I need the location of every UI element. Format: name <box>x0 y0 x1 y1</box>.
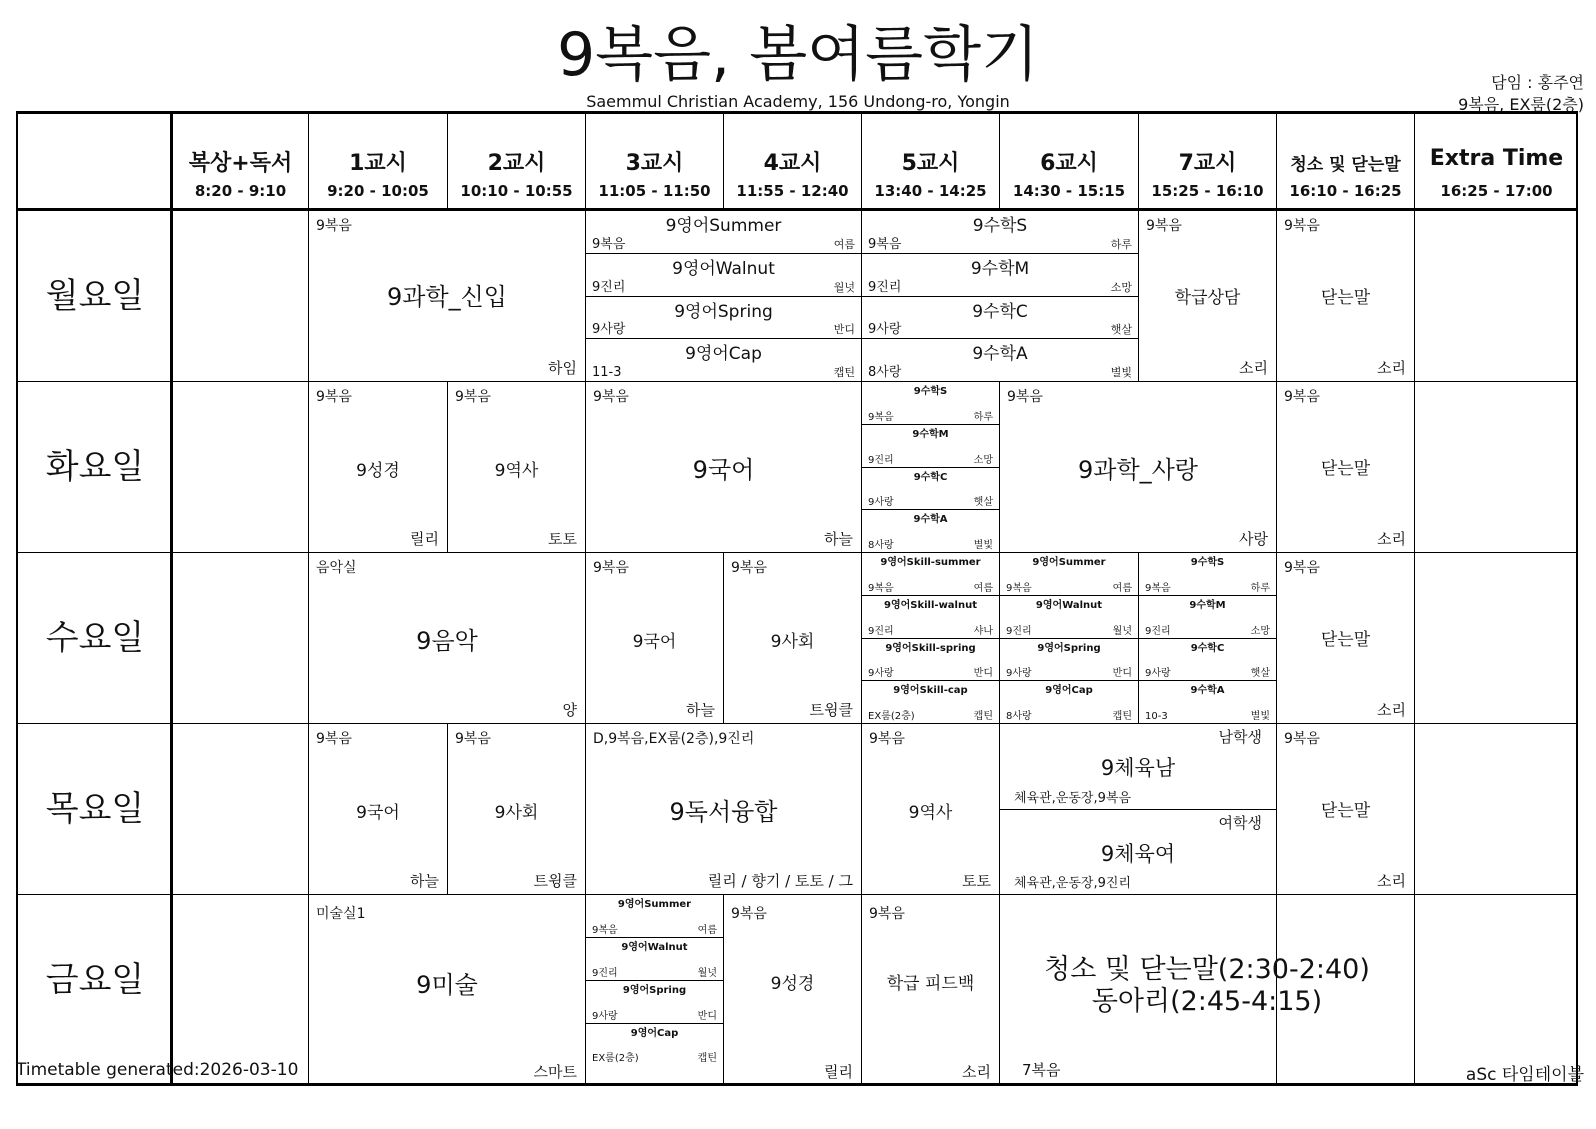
class-group: 9진리 <box>868 280 902 295</box>
subject-name: 닫는말 <box>1320 288 1371 308</box>
period-header <box>1000 114 1138 208</box>
subject-name: 9수학A <box>913 514 948 525</box>
teacher-name: 소리 <box>1377 530 1406 548</box>
period-time: 16:25 - 17:00 <box>1440 182 1553 200</box>
lesson-cell[interactable] <box>1139 211 1277 382</box>
subject-name: 9사회 <box>494 803 539 823</box>
teacher-name: 소리 <box>1377 359 1406 377</box>
lesson-sub[interactable] <box>586 254 861 297</box>
subject-name: 9영어Spring <box>674 302 773 322</box>
teacher-name: 반디 <box>833 323 855 336</box>
class-group: 8사랑 <box>868 365 902 380</box>
teacher-name: 여름 <box>973 583 993 594</box>
teacher-name: 하늘 <box>686 701 715 719</box>
lesson-sub[interactable] <box>1000 596 1138 639</box>
subject-name: 9수학A <box>1190 685 1225 696</box>
period-header <box>724 114 861 208</box>
lesson-sub[interactable] <box>862 553 999 596</box>
subject-name: 9체육남 <box>1100 756 1176 780</box>
class-group: 9복음 <box>1284 389 1320 405</box>
teacher-name: 여름 <box>697 925 717 936</box>
lesson-sub[interactable] <box>862 425 999 468</box>
subject-name: 9영어Spring <box>622 985 687 996</box>
class-group: 9복음 <box>593 389 629 405</box>
lesson-sub[interactable] <box>1000 681 1138 723</box>
subject-name: 닫는말 <box>1320 801 1371 821</box>
lesson-cell[interactable] <box>1000 382 1277 553</box>
period-time: 8:20 - 9:10 <box>194 182 287 200</box>
teacher-name: 하늘 <box>410 872 439 890</box>
class-group: 10-3 <box>1145 711 1168 722</box>
day-label-wednesday: 수요일 <box>45 618 145 658</box>
teacher-name: 하늘 <box>824 530 853 548</box>
class-group: 9복음 <box>1006 583 1032 594</box>
teacher-name: 소망 <box>1110 281 1132 294</box>
period-name: 복상+독서 <box>188 151 293 176</box>
period-time: 16:10 - 16:25 <box>1289 182 1402 200</box>
subject-name: 9영어Skill-spring <box>885 643 976 654</box>
lesson-cell[interactable] <box>1277 724 1415 895</box>
homeroom-teacher: 담임 : 홍주연 <box>1491 73 1584 92</box>
subject-name: 9수학S <box>972 216 1028 236</box>
teacher-name: 햇살 <box>1250 668 1270 679</box>
period-time: 10:10 - 10:55 <box>460 182 573 200</box>
lesson-sub[interactable] <box>862 254 1138 297</box>
lesson-sub[interactable] <box>862 596 999 639</box>
room-name: 음악실 <box>316 560 357 576</box>
lesson-cell[interactable] <box>1277 382 1415 553</box>
club-line-1: 청소 및 닫는말(2:30-2:40) <box>1044 954 1370 985</box>
subject-name: 9과학_사랑 <box>1077 456 1198 484</box>
lesson-split-cell[interactable] <box>586 895 724 1086</box>
subject-name: 닫는말 <box>1320 459 1371 479</box>
class-group: 9진리 <box>592 280 626 295</box>
lesson-sub[interactable] <box>862 211 1138 254</box>
subject-name: 9수학M <box>912 429 949 440</box>
lesson-cell[interactable] <box>586 724 862 895</box>
subject-name: 9역사 <box>908 803 953 823</box>
club-line-2: 동아리(2:45-4:15) <box>1091 986 1323 1017</box>
period-name: Extra Time <box>1429 146 1564 171</box>
class-group: 9복음 <box>455 731 491 747</box>
teacher-name: 캡틴 <box>697 1053 717 1064</box>
lesson-split-cell[interactable] <box>586 211 862 382</box>
period-name: 7교시 <box>1178 151 1237 176</box>
lesson-sub[interactable] <box>862 339 1138 381</box>
teacher-name: 스마트 <box>533 1063 577 1081</box>
period-time: 11:05 - 11:50 <box>598 182 711 200</box>
teacher-name: 반디 <box>697 1011 717 1022</box>
teacher-name: 릴리 / 향기 / 토토 / 그 <box>707 872 853 890</box>
teacher-name: 월넛 <box>833 281 855 294</box>
lesson-sub[interactable] <box>1139 681 1276 723</box>
period-time: 14:30 - 15:15 <box>1012 182 1126 200</box>
class-group: 9사랑 <box>868 322 902 337</box>
subject-name: 9수학S <box>913 386 948 397</box>
teacher-name: 소리 <box>962 1063 991 1081</box>
class-group: D,9복음,EX룸(2층),9진리 <box>593 731 755 747</box>
group-label: 남학생 <box>1218 728 1262 746</box>
class-group: 9진리 <box>1006 626 1032 637</box>
subject-name: 9영어Summer <box>1032 557 1106 568</box>
subject-name: 9영어Walnut <box>621 942 688 953</box>
subject-name: 9영어Spring <box>1037 643 1101 654</box>
lesson-cell[interactable] <box>309 724 448 895</box>
lesson-sub[interactable] <box>862 468 999 510</box>
subject-name: 9수학A <box>972 344 1028 364</box>
lesson-sub[interactable] <box>586 895 723 938</box>
class-group: 9복음 <box>869 731 905 747</box>
group-label: 여학생 <box>1218 814 1262 832</box>
lesson-sub[interactable] <box>1000 639 1138 681</box>
class-group: 9진리 <box>868 455 894 466</box>
class-group: 9복음 <box>593 560 629 576</box>
subject-name: 닫는말 <box>1320 630 1371 650</box>
teacher-name: 릴리 <box>824 1063 853 1081</box>
teacher-name: 반디 <box>973 668 993 679</box>
teacher-name: 캡틴 <box>1112 711 1132 722</box>
period-name: 청소 및 닫는말 <box>1290 155 1401 175</box>
teacher-name: 토토 <box>962 872 991 890</box>
timetable-grid <box>16 111 1578 1086</box>
page-title: 9복음, 봄여름학기 <box>556 20 1040 90</box>
lesson-split-cell[interactable] <box>1000 553 1139 724</box>
teacher-name: 별빛 <box>1110 366 1132 379</box>
lesson-split-cell[interactable] <box>862 382 1000 553</box>
class-group: 9진리 <box>592 968 618 979</box>
teacher-name: 여름 <box>1112 583 1132 594</box>
lesson-sub[interactable] <box>586 339 861 381</box>
teacher-name: 반디 <box>1112 668 1132 679</box>
lesson-sub[interactable] <box>1139 639 1276 681</box>
lesson-cell[interactable] <box>724 895 862 1086</box>
lesson-cell[interactable] <box>309 382 448 553</box>
subject-name: 9수학C <box>972 302 1028 322</box>
subject-name: 9음악 <box>416 627 478 655</box>
period-name: 3교시 <box>625 151 684 176</box>
period-name: 2교시 <box>487 151 546 176</box>
period-time: 15:25 - 16:10 <box>1151 182 1264 200</box>
teacher-name: 소망 <box>973 455 993 466</box>
period-name: 4교시 <box>763 151 822 176</box>
teacher-name: 캡틴 <box>973 711 993 722</box>
teacher-name: 사랑 <box>1239 530 1268 548</box>
period-header <box>862 114 999 208</box>
class-group: 9사랑 <box>868 668 894 679</box>
lesson-sub[interactable] <box>586 211 861 254</box>
teacher-name: 하루 <box>1250 583 1270 594</box>
lesson-cell-club[interactable] <box>1000 895 1415 1086</box>
class-group: 8사랑 <box>1006 711 1032 722</box>
day-label-friday: 금요일 <box>45 960 145 1000</box>
subject-name: 9영어Skill-cap <box>893 685 968 696</box>
class-group: 9복음 <box>1146 218 1182 234</box>
period-time: 11:55 - 12:40 <box>736 182 849 200</box>
room-name: 체육관,운동장,9복음 <box>1014 791 1131 806</box>
class-group: 9복음 <box>316 731 352 747</box>
class-group: 9복음 <box>869 906 905 922</box>
class-group: 8사랑 <box>868 540 894 551</box>
teacher-name: 햇살 <box>973 497 993 508</box>
period-header <box>173 114 308 208</box>
lesson-cell[interactable] <box>448 724 586 895</box>
generated-date: Timetable generated:2026-03-10 <box>16 1060 299 1080</box>
class-group: 9복음 <box>868 237 902 252</box>
class-group: 9진리 <box>1145 626 1171 637</box>
teacher-name: 하루 <box>1110 238 1132 251</box>
day-label-thursday: 목요일 <box>45 789 145 829</box>
lesson-sub[interactable] <box>862 639 999 681</box>
subject-name: 9영어Summer <box>617 899 692 910</box>
class-group: 9복음 <box>1007 389 1043 405</box>
teacher-name: 월넛 <box>697 968 717 979</box>
subject-name: 9국어 <box>632 632 677 652</box>
subject-name: 9영어Cap <box>685 344 762 364</box>
lesson-sub[interactable] <box>1139 596 1276 639</box>
class-room: 9복음, EX룸(2층) <box>1458 95 1584 114</box>
class-group: 9복음 <box>1284 731 1320 747</box>
period-header <box>448 114 585 208</box>
period-header <box>309 114 447 208</box>
teacher-name: 트윙클 <box>809 701 853 719</box>
lesson-cell[interactable] <box>586 382 862 553</box>
subject-name: 9수학C <box>1190 643 1225 654</box>
class-group: EX룸(2층) <box>868 711 915 722</box>
day-label-tuesday: 화요일 <box>45 447 145 487</box>
subject-name: 9체육여 <box>1100 842 1176 866</box>
subject-name: 9독서융합 <box>669 798 778 826</box>
lesson-sub[interactable] <box>862 510 999 552</box>
teacher-name: 샤나 <box>973 626 993 637</box>
class-group: 11-3 <box>592 365 622 380</box>
teacher-name: 별빛 <box>973 540 993 551</box>
teacher-name: 월넛 <box>1112 626 1132 637</box>
class-group: 9복음 <box>1284 218 1320 234</box>
teacher-name: 릴리 <box>410 530 439 548</box>
class-group: 9복음 <box>592 925 618 936</box>
lesson-sub[interactable] <box>862 382 999 425</box>
lesson-cell[interactable] <box>309 211 586 382</box>
subject-name: 9수학M <box>970 259 1030 279</box>
day-label-monday: 월요일 <box>45 276 145 316</box>
lesson-cell-pe-boys[interactable] <box>1000 724 1277 810</box>
school-address: Saemmul Christian Academy, 156 Undong-ro, Yongin <box>586 92 1010 111</box>
class-group: 9복음 <box>731 906 767 922</box>
period-header <box>586 114 723 208</box>
period-name: 6교시 <box>1040 151 1098 176</box>
class-group: 9사랑 <box>1006 668 1032 679</box>
subject-name: 9영어Cap <box>1045 685 1093 696</box>
subject-name: 9영어Walnut <box>1035 600 1103 611</box>
lesson-cell[interactable] <box>862 895 1000 1086</box>
period-time: 9:20 - 10:05 <box>327 182 429 200</box>
class-group: 7복음 <box>1022 1061 1061 1079</box>
lesson-sub[interactable] <box>586 1024 723 1065</box>
lesson-split-cell[interactable] <box>862 211 1139 382</box>
teacher-name: 소망 <box>1250 626 1270 637</box>
lesson-sub[interactable] <box>586 297 861 339</box>
subject-name: 9국어 <box>356 803 400 823</box>
teacher-name: 소리 <box>1377 701 1406 719</box>
period-header <box>1139 114 1276 208</box>
subject-name: 9성경 <box>356 461 400 481</box>
subject-name: 9영어Skill-walnut <box>884 600 977 611</box>
class-group: 9복음 <box>455 389 491 405</box>
class-group: EX룸(2층) <box>592 1053 639 1064</box>
lesson-cell[interactable] <box>309 895 586 1086</box>
class-group: 9복음 <box>316 389 352 405</box>
teacher-name: 햇살 <box>1110 323 1132 336</box>
teacher-name: 양 <box>562 701 577 719</box>
lesson-sub[interactable] <box>1000 553 1138 596</box>
subject-name: 9영어Skill-summer <box>880 557 981 568</box>
lesson-cell[interactable] <box>862 724 1000 895</box>
subject-name: 9미술 <box>416 971 478 999</box>
class-group: 9복음 <box>592 237 626 252</box>
class-group: 9복음 <box>316 218 352 234</box>
class-group: 9사랑 <box>868 497 894 508</box>
subject-name: 9역사 <box>494 461 539 481</box>
teacher-name: 토토 <box>548 530 577 548</box>
lesson-split-cell[interactable] <box>862 553 1000 724</box>
teacher-name: 소리 <box>1239 359 1268 377</box>
teacher-name: 트윙클 <box>533 872 577 890</box>
subject-name: 9수학S <box>1190 557 1225 568</box>
period-name: 1교시 <box>349 151 407 176</box>
subject-name: 9성경 <box>770 974 815 994</box>
lesson-split-cell[interactable] <box>1139 553 1277 724</box>
teacher-name: 여름 <box>833 238 855 251</box>
class-group: 9복음 <box>868 583 894 594</box>
subject-name: 9영어Cap <box>630 1028 679 1039</box>
lesson-cell[interactable] <box>309 553 586 724</box>
lesson-cell[interactable] <box>586 553 724 724</box>
subject-name: 9영어Walnut <box>672 259 775 279</box>
teacher-name: 소리 <box>1377 872 1406 890</box>
lesson-cell-pe-girls[interactable] <box>1000 810 1277 895</box>
subject-name: 학급 피드백 <box>886 974 975 994</box>
room-name: 체육관,운동장,9진리 <box>1014 876 1131 891</box>
period-time: 13:40 - 14:25 <box>874 182 987 200</box>
brand-name: aSc 타임테이블 <box>1465 1065 1584 1085</box>
lesson-cell[interactable] <box>1277 553 1415 724</box>
subject-name: 학급상담 <box>1174 288 1241 308</box>
subject-name: 9사회 <box>770 632 815 652</box>
class-group: 9복음 <box>1145 583 1171 594</box>
period-header <box>1277 114 1414 208</box>
lesson-cell[interactable] <box>1277 211 1415 382</box>
lesson-sub[interactable] <box>1139 553 1276 596</box>
teacher-name: 하루 <box>973 412 993 423</box>
class-group: 9사랑 <box>592 1011 618 1022</box>
period-header <box>1415 114 1578 208</box>
lesson-sub[interactable] <box>862 681 999 723</box>
subject-name: 9수학M <box>1189 600 1226 611</box>
subject-name: 9국어 <box>692 456 755 484</box>
class-group: 9복음 <box>868 412 894 423</box>
lesson-sub[interactable] <box>586 938 723 981</box>
teacher-name: 하임 <box>548 359 577 377</box>
lesson-cell[interactable] <box>724 553 862 724</box>
class-group: 9진리 <box>868 626 894 637</box>
teacher-name: 캡틴 <box>833 366 855 379</box>
lesson-sub[interactable] <box>586 981 723 1024</box>
class-group: 9복음 <box>731 560 767 576</box>
subject-name: 9영어Summer <box>665 216 782 236</box>
subject-name: 9과학_신입 <box>386 283 507 311</box>
room-name: 미술실1 <box>316 906 366 922</box>
class-group: 9사랑 <box>592 322 626 337</box>
period-name: 5교시 <box>901 151 960 176</box>
subject-name: 9수학C <box>913 472 948 483</box>
lesson-sub[interactable] <box>862 297 1138 339</box>
class-group: 9복음 <box>1284 560 1320 576</box>
teacher-name: 별빛 <box>1250 711 1270 722</box>
class-group: 9사랑 <box>1145 668 1171 679</box>
lesson-cell[interactable] <box>448 382 586 553</box>
